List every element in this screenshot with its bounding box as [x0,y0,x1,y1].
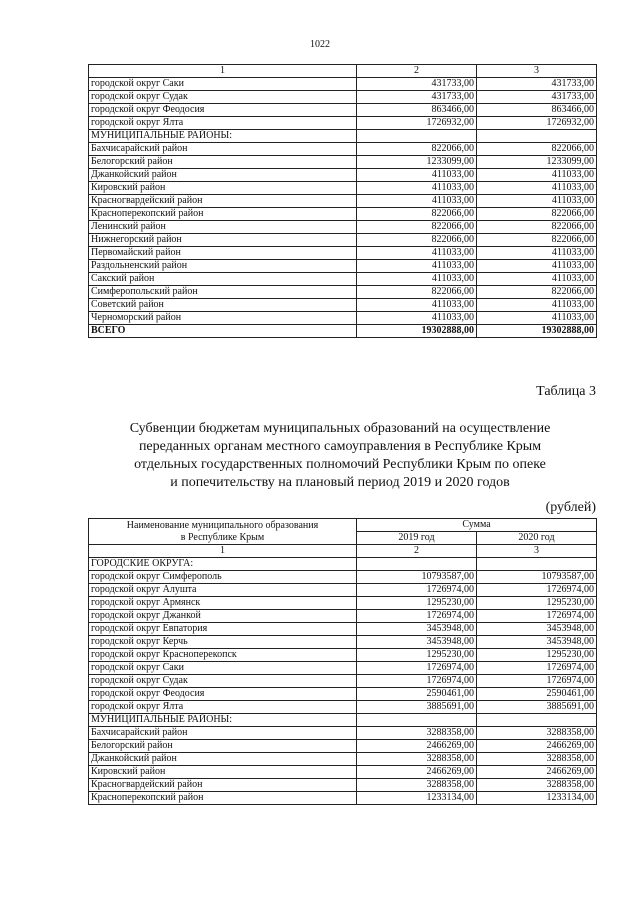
row-value-cell: 3288358,00 [477,753,597,766]
table-row [89,584,597,597]
table-title: Субвенции бюджетам муниципальных образований на осуществление переданных органам местного самоуправления в Республике Крым отдельных государственных полномочий Республики Крым по опеке и попечительству на плановый период 2019 и 2020 годов [129,421,551,490]
table-row [89,779,597,792]
table-row [89,182,597,195]
row-value-cell: 411033,00 [357,260,477,273]
row-name-cell: Красноперекопский район [89,792,357,805]
row-name-cell: Джанкойский район [89,753,357,766]
row-value-cell: 411033,00 [477,182,597,195]
row-value-cell: 1726974,00 [477,675,597,688]
table-row [89,234,597,247]
table-row [89,286,597,299]
row-value-cell [477,558,597,571]
table-header-row [89,519,597,532]
row-value-cell: 411033,00 [357,182,477,195]
row-name-cell: МУНИЦИПАЛЬНЫЕ РАЙОНЫ: [89,714,357,727]
column-header-sum: Сумма [357,519,597,532]
page-number: 1022 [310,39,330,50]
table-row [89,260,597,273]
table-row [89,727,597,740]
column-index-3: 3 [477,65,597,78]
row-value-cell: 411033,00 [477,299,597,312]
row-value-cell: 411033,00 [477,260,597,273]
row-value-cell: 3453948,00 [357,636,477,649]
row-name-cell: городской округ Керчь [89,636,357,649]
row-name-cell: Джанкойский район [89,169,357,182]
table-2 [88,518,597,805]
row-name-cell: городской округ Армянск [89,597,357,610]
column-header-year-2020: 2020 год [477,532,597,545]
row-name-cell: Сакский район [89,273,357,286]
row-value-cell: 10793587,00 [477,571,597,584]
row-value-cell: 1295230,00 [477,597,597,610]
row-value-cell: 411033,00 [477,169,597,182]
table-row [89,558,597,571]
row-value-cell: 822066,00 [357,221,477,234]
row-name-cell: Бахчисарайский район [89,143,357,156]
row-value-cell: 822066,00 [477,208,597,221]
column-header-name: Наименование муниципального образования в Республике Крым [89,519,357,545]
row-name-cell: городской округ Судак [89,91,357,104]
row-value-cell: 1726974,00 [357,610,477,623]
row-value-cell: 3885691,00 [357,701,477,714]
row-value-cell: 10793587,00 [357,571,477,584]
row-value-cell: 2590461,00 [357,688,477,701]
table-row [89,91,597,104]
row-value-cell: 3288358,00 [357,753,477,766]
row-name-cell: городской округ Евпатория [89,623,357,636]
row-value-cell: 2590461,00 [477,688,597,701]
row-value-cell: 1233134,00 [357,792,477,805]
table-row [89,143,597,156]
row-value-cell: 3288358,00 [357,779,477,792]
row-value-cell: 1726974,00 [477,584,597,597]
row-name-cell: городской округ Саки [89,78,357,91]
table-row [89,753,597,766]
row-value-cell: 1726932,00 [357,117,477,130]
table-index-row [89,545,597,558]
table-header-row [89,65,597,78]
row-value-cell: 411033,00 [477,273,597,286]
row-value-cell: 2466269,00 [357,740,477,753]
row-value-cell: 1233099,00 [477,156,597,169]
row-name-cell: городской округ Алушта [89,584,357,597]
table-row [89,766,597,779]
row-value-cell: 1233099,00 [357,156,477,169]
row-value-cell: 1233134,00 [477,792,597,805]
column-index-1: 1 [89,545,357,558]
row-value-cell: 19302888,00 [357,325,477,338]
table-row [89,792,597,805]
row-value-cell: 431733,00 [357,91,477,104]
row-value-cell: 2466269,00 [357,766,477,779]
row-value-cell: 411033,00 [477,247,597,260]
row-name-cell: Нижнегорский район [89,234,357,247]
table-row [89,169,597,182]
table-row [89,662,597,675]
row-value-cell: 1726974,00 [357,675,477,688]
table-row [89,597,597,610]
units-label: (рублей) [545,500,596,515]
row-value-cell: 2466269,00 [477,766,597,779]
table-row [89,636,597,649]
row-name-cell: городской округ Джанкой [89,610,357,623]
row-value-cell: 411033,00 [477,195,597,208]
row-value-cell: 411033,00 [357,169,477,182]
table-row [89,571,597,584]
row-value-cell: 431733,00 [477,78,597,91]
row-name-cell: городской округ Ялта [89,117,357,130]
row-value-cell: 1295230,00 [357,649,477,662]
column-index-3: 3 [477,545,597,558]
row-name-cell: Красногвардейский район [89,195,357,208]
row-name-cell: Белогорский район [89,740,357,753]
row-value-cell: 822066,00 [357,143,477,156]
row-name-cell: Раздольненский район [89,260,357,273]
row-value-cell: 822066,00 [357,286,477,299]
row-name-cell: городской округ Красноперекопск [89,649,357,662]
table-row [89,208,597,221]
row-value-cell: 2466269,00 [477,740,597,753]
table-row [89,156,597,169]
row-value-cell: 3453948,00 [357,623,477,636]
row-value-cell [357,130,477,143]
row-value-cell: 822066,00 [357,208,477,221]
row-name-cell: Бахчисарайский район [89,727,357,740]
table-row [89,195,597,208]
row-name-cell: городской округ Феодосия [89,688,357,701]
row-value-cell: 19302888,00 [477,325,597,338]
table-row [89,623,597,636]
table-row [89,688,597,701]
row-value-cell [477,130,597,143]
row-value-cell: 431733,00 [357,78,477,91]
row-value-cell: 3288358,00 [477,727,597,740]
row-value-cell [477,714,597,727]
row-value-cell: 3885691,00 [477,701,597,714]
table-row [89,130,597,143]
table-row [89,117,597,130]
row-name-cell: Кировский район [89,766,357,779]
row-name-cell: Первомайский район [89,247,357,260]
row-value-cell: 1726974,00 [357,584,477,597]
column-index-2: 2 [357,65,477,78]
row-value-cell: 3288358,00 [357,727,477,740]
row-name-cell: городской округ Феодосия [89,104,357,117]
row-value-cell: 863466,00 [357,104,477,117]
row-value-cell: 863466,00 [477,104,597,117]
table-row [89,675,597,688]
row-value-cell: 411033,00 [357,299,477,312]
row-value-cell: 822066,00 [477,143,597,156]
row-name-cell: Черноморский район [89,312,357,325]
row-name-cell: городской округ Симферополь [89,571,357,584]
row-name-cell: Красногвардейский район [89,779,357,792]
table-row [89,649,597,662]
row-name-cell: МУНИЦИПАЛЬНЫЕ РАЙОНЫ: [89,130,357,143]
table-row [89,325,597,338]
row-value-cell: 822066,00 [357,234,477,247]
table-row [89,714,597,727]
table-row [89,247,597,260]
row-value-cell: 1726974,00 [477,662,597,675]
row-value-cell [357,714,477,727]
column-index-1: 1 [89,65,357,78]
table-row [89,273,597,286]
table-row [89,221,597,234]
row-value-cell: 411033,00 [357,312,477,325]
row-name-cell: городской округ Ялта [89,701,357,714]
table-row [89,104,597,117]
row-name-cell: ВСЕГО [89,325,357,338]
table-label: Таблица 3 [536,384,596,399]
table-1 [88,64,597,338]
row-name-cell: городской округ Судак [89,675,357,688]
column-header-year-2019: 2019 год [357,532,477,545]
row-value-cell: 411033,00 [477,312,597,325]
table-row [89,312,597,325]
row-name-cell: Советский район [89,299,357,312]
table-row [89,740,597,753]
row-value-cell: 822066,00 [477,221,597,234]
row-name-cell: ГОРОДСКИЕ ОКРУГА: [89,558,357,571]
row-value-cell: 822066,00 [477,234,597,247]
row-name-cell: Симферопольский район [89,286,357,299]
column-index-2: 2 [357,545,477,558]
row-value-cell: 411033,00 [357,273,477,286]
row-value-cell: 411033,00 [357,247,477,260]
table-row [89,610,597,623]
row-name-cell: Кировский район [89,182,357,195]
row-name-cell: Ленинский район [89,221,357,234]
row-value-cell: 3453948,00 [477,636,597,649]
row-value-cell: 1295230,00 [477,649,597,662]
row-value-cell: 431733,00 [477,91,597,104]
row-value-cell: 1726974,00 [357,662,477,675]
row-value-cell: 1726932,00 [477,117,597,130]
row-value-cell: 822066,00 [477,286,597,299]
row-value-cell: 3288358,00 [477,779,597,792]
table-row [89,78,597,91]
row-value-cell: 3453948,00 [477,623,597,636]
table-row [89,701,597,714]
row-value-cell: 1726974,00 [477,610,597,623]
row-name-cell: Белогорский район [89,156,357,169]
row-name-cell: городской округ Саки [89,662,357,675]
row-value-cell [357,558,477,571]
row-value-cell: 1295230,00 [357,597,477,610]
row-value-cell: 411033,00 [357,195,477,208]
table-row [89,299,597,312]
row-name-cell: Красноперекопский район [89,208,357,221]
